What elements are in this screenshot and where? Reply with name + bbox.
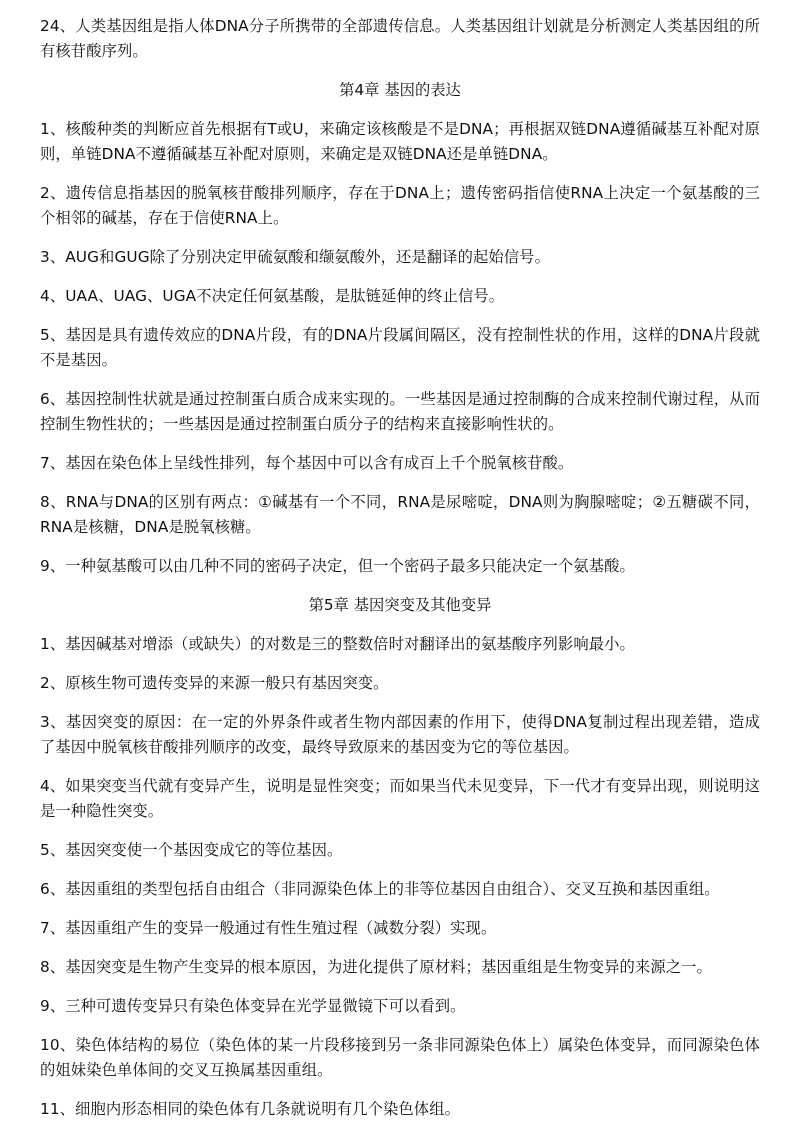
chapter-5-item: 11、细胞内形态相同的染色体有几条就说明有几个染色体组。 bbox=[40, 1100, 460, 1118]
chapter-5-item: 4、如果突变当代就有变异产生，说明是显性突变；而如果当代未见变异，下一代才有变异出现，则说明这是一种隐性突变。 bbox=[40, 777, 760, 820]
chapter-4-item: 5、基因是具有遗传效应的DNA片段，有的DNA片段属间隔区，没有控制性状的作用，这样的DNA片段就不是基因。 bbox=[40, 326, 760, 369]
chapter-4-item: 2、遗传信息指基因的脱氧核苷酸排列顺序，存在于DNA上；遗传密码指信使RNA上决定一个氨基酸的三个相邻的碱基，存在于信使RNA上。 bbox=[40, 184, 760, 227]
chapter-5-item: 8、基因突变是生物产生变异的根本原因，为进化提供了原材料；基因重组是生物变异的来源之一。 bbox=[40, 958, 712, 976]
chapter-4-item: 7、基因在染色体上呈线性排列，每个基因中可以含有成百上千个脱氧核苷酸。 bbox=[40, 454, 574, 472]
chapter-4-section bbox=[40, 78, 760, 579]
chapter-5-item: 6、基因重组的类型包括自由组合（非同源染色体上的非等位基因自由组合）、交叉互换和基因重组。 bbox=[40, 880, 720, 898]
chapter-5-title: 第5章 基因突变及其他变异 bbox=[308, 596, 492, 614]
chapter-5-section bbox=[40, 593, 760, 1122]
intro-paragraph: 24、人类基因组是指人体DNA分子所携带的全部遗传信息。人类基因组计划就是分析测定人类基因组的所有核苷酸序列。 bbox=[40, 17, 760, 60]
chapter-5-item: 3、基因突变的原因：在一定的外界条件或者生物内部因素的作用下，使得DNA复制过程出现差错，造成了基因中脱氧核苷酸排列顺序的改变，最终导致原来的基因变为它的等位基因。 bbox=[40, 713, 760, 756]
chapter-4-item: 9、一种氨基酸可以由几种不同的密码子决定，但一个密码子最多只能决定一个氨基酸。 bbox=[40, 557, 635, 575]
chapter-5-item: 2、原核生物可遗传变异的来源一般只有基因突变。 bbox=[40, 674, 389, 692]
chapter-4-item: 1、核酸种类的判断应首先根据有T或U，来确定该核酸是不是DNA；再根据双链DNA遵循碱基互补配对原则，单链DNA不遵循碱基互补配对原则，来确定是双链DNA还是单链DNA。 bbox=[40, 120, 760, 163]
chapter-5-item: 9、三种可遗传变异只有染色体变异在光学显微镜下可以看到。 bbox=[40, 997, 466, 1015]
chapter-5-item: 7、基因重组产生的变异一般通过有性生殖过程（减数分裂）实现。 bbox=[40, 919, 497, 937]
chapter-4-item: 4、UAA、UAG、UGA不决定任何氨基酸，是肽链延伸的终止信号。 bbox=[40, 287, 505, 305]
chapter-5-item: 10、染色体结构的易位（染色体的某一片段移接到另一条非同源染色体上）属染色体变异，而同源染色体的姐妹染色单体间的交叉互换属基因重组。 bbox=[40, 1036, 760, 1079]
chapter-4-item: 8、RNA与DNA的区别有两点：①碱基有一个不同，RNA是尿嘧啶，DNA则为胸腺嘧啶；②五糖碳不同，RNA是核糖，DNA是脱氧核糖。 bbox=[40, 493, 760, 536]
chapter-4-title: 第4章 基因的表达 bbox=[339, 81, 461, 99]
chapter-5-item: 5、基因突变使一个基因变成它的等位基因。 bbox=[40, 841, 343, 859]
chapter-4-item: 6、基因控制性状就是通过控制蛋白质合成来实现的。一些基因是通过控制酶的合成来控制代谢过程，从而控制生物性状的；一些基因是通过控制蛋白质分子的结构来直接影响性状的。 bbox=[40, 390, 760, 433]
chapter-5-item: 1、基因碱基对增添（或缺失）的对数是三的整数倍时对翻译出的氨基酸序列影响最小。 bbox=[40, 635, 635, 653]
chapter-4-item: 3、AUG和GUG除了分别决定甲硫氨酸和缬氨酸外，还是翻译的起始信号。 bbox=[40, 248, 550, 266]
